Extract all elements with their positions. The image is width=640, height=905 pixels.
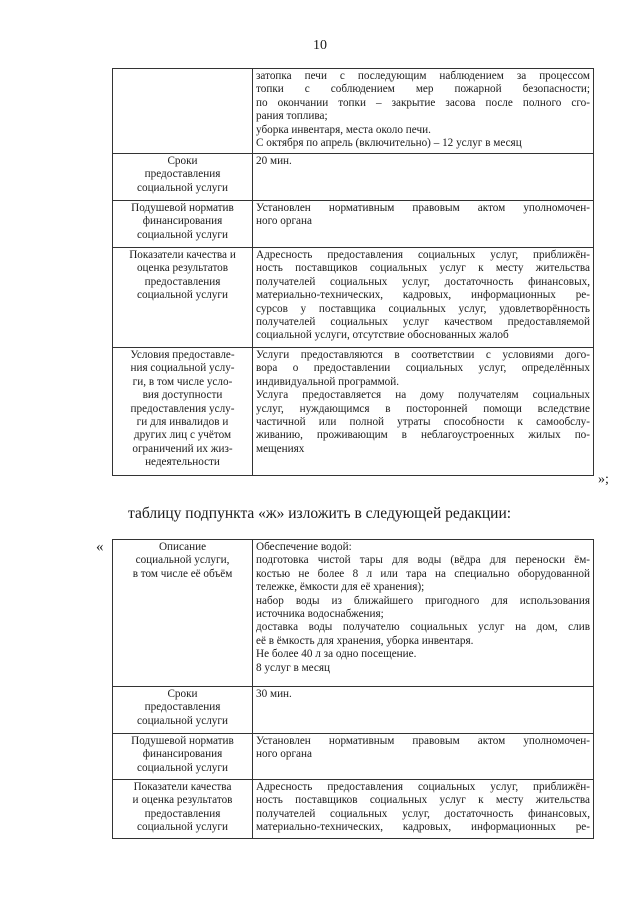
text-line: Сроки xyxy=(167,155,198,167)
text-line: социальной услуги xyxy=(137,761,228,774)
text-line: набор воды из ближайшего пригодного для использования xyxy=(256,594,590,607)
text-line: её в ёмкость для хранения, уборка инвентаря. xyxy=(256,634,474,647)
text-line: Подушевой норматив xyxy=(131,202,234,214)
text-line: затопка печи с последующим наблюдением за процессом xyxy=(256,70,590,82)
text-line: мещениях xyxy=(256,442,305,455)
text-line: 8 услуг в месяц xyxy=(256,661,331,674)
text-line: предоставления услу- xyxy=(130,402,235,415)
text-line: социальной услуги xyxy=(137,228,228,241)
text-line: ного органа xyxy=(256,215,312,228)
text-line: оценка результатов xyxy=(136,262,229,275)
text-line: Сроки xyxy=(167,688,198,700)
text-line: Не более 40 л за одно посещение. xyxy=(256,648,417,661)
text-line: уборка инвентаря, места около печи. xyxy=(256,123,431,136)
table-row-quality xyxy=(113,780,594,839)
text-line: Показатели качества xyxy=(133,781,232,793)
text-line: С октября по апрель (включительно) – 12 услуг в месяц xyxy=(256,137,522,150)
text-line: социальной услуги, отсутствие обоснованных жалоб xyxy=(256,329,509,342)
text-line: получателей социальных услуг, достаточность финансовых, xyxy=(256,807,590,820)
text-line: предоставления xyxy=(144,807,221,820)
text-line: живанию, проживающим в неблагоустроенных жилых по- xyxy=(256,429,590,442)
table-row-financing xyxy=(113,201,594,248)
text-line: рания топлива; xyxy=(256,110,328,123)
text-line: предоставления xyxy=(144,168,221,181)
row-label xyxy=(113,201,253,248)
text-line: Адресность предоставления социальных услуг, приближён- xyxy=(256,249,590,261)
text-line: источника водоснабжения; xyxy=(256,608,384,621)
text-line: недеятельности xyxy=(145,456,220,469)
text-line: подготовка чистой тары для воды (вёдра для переноски ём- xyxy=(256,554,590,567)
text-line: финансирования xyxy=(142,215,223,228)
amendment-instruction: таблицу подпункта «ж» изложить в следующей редакции: xyxy=(128,505,512,522)
text-line: ограничений их жиз- xyxy=(132,442,233,455)
text-line: 30 мин. xyxy=(256,688,292,700)
row-content xyxy=(253,687,594,734)
text-line: финансирования xyxy=(142,748,223,761)
row-label xyxy=(113,540,253,687)
text-line: Услуга предоставляется на дому получателям социальных xyxy=(256,389,590,402)
text-line: сурсов у поставщика социальных услуг, удовлетворённость xyxy=(256,302,590,315)
row-label xyxy=(113,248,253,348)
text-line: ги, в том числе усло- xyxy=(132,375,233,388)
row-content xyxy=(253,154,594,201)
table-row-conditions xyxy=(113,348,594,476)
row-content xyxy=(253,201,594,248)
services-table-new xyxy=(112,539,594,839)
row-label xyxy=(113,687,253,734)
text-line: ния социальной услу- xyxy=(130,362,235,375)
row-content xyxy=(253,248,594,348)
text-line: Адресность предоставления социальных услуг, приближён- xyxy=(256,781,590,793)
page-number: 10 xyxy=(313,38,327,53)
text-line: топки с соблюдением мер пожарной безопасности; xyxy=(256,83,590,96)
closing-quote-mark: »; xyxy=(598,472,609,487)
row-label-empty xyxy=(113,69,253,154)
text-line: предоставления xyxy=(144,275,221,288)
text-line: услуг, нуждающимся в посторонней помощи вследствие xyxy=(256,402,590,415)
text-line: Условия предоставле- xyxy=(130,349,235,361)
text-line: частичной или полной утраты способности к самообслу- xyxy=(256,416,590,429)
text-line: получателей социальных услуг качеством предоставляемой xyxy=(256,316,590,329)
opening-quote-mark: « xyxy=(96,539,104,555)
text-line: по окончании топки – закрытие засова после полного сго- xyxy=(256,96,590,109)
text-line: Установлен нормативным правовым актом уполномочен- xyxy=(256,202,590,214)
text-line: Установлен нормативным правовым актом уполномочен- xyxy=(256,735,590,747)
text-line: социальной услуги xyxy=(137,289,228,302)
row-label xyxy=(113,348,253,476)
row-content xyxy=(253,348,594,476)
text-line: тележке, ёмкости для её хранения); xyxy=(256,581,425,594)
text-line: материально-технических, кадровых, информационных ре- xyxy=(256,289,590,302)
services-table-continued xyxy=(112,68,594,476)
text-line: Описание xyxy=(158,541,207,553)
text-line: доставка воды получателю социальных услуг на дом, слив xyxy=(256,621,590,634)
text-line: ного органа xyxy=(256,748,312,761)
table-row-terms xyxy=(113,154,594,201)
table-row-terms xyxy=(113,687,594,734)
text-line: костью не более 8 л или тара на специально оборудованной xyxy=(256,567,590,580)
text-line: других лиц с учётом xyxy=(133,429,232,442)
text-line: Услуги предоставляются в соответствии с условиями дого- xyxy=(256,349,590,361)
table-row-description xyxy=(113,540,594,687)
text-line: социальной услуги, xyxy=(135,554,230,567)
text-line: материально-технических, кадровых, информационных ре- xyxy=(256,821,590,834)
row-content xyxy=(253,780,594,839)
row-label xyxy=(113,154,253,201)
text-line: вия доступности xyxy=(142,389,223,402)
text-line: социальной услуги xyxy=(137,714,228,727)
text-line: ность поставщиков социальных услуг к месту жительства xyxy=(256,262,590,275)
text-line: и оценка результатов xyxy=(132,794,233,807)
table-row-procedure-continued xyxy=(113,69,594,154)
text-line: получателей социальных услуг, достаточность финансовых, xyxy=(256,275,590,288)
row-content xyxy=(253,540,594,687)
text-line: в том числе её объём xyxy=(132,567,233,580)
text-line: социальной услуги xyxy=(137,821,228,834)
text-line: ги для инвалидов и xyxy=(136,416,229,429)
table-row-financing xyxy=(113,734,594,780)
table-row-quality xyxy=(113,248,594,348)
row-label xyxy=(113,734,253,780)
text-line: индивидуальной программой. xyxy=(256,375,400,388)
text-line: ность поставщиков социальных услуг к месту жительства xyxy=(256,794,590,807)
row-label xyxy=(113,780,253,839)
text-line: вора о предоставлении социальных услуг, определённых xyxy=(256,362,590,375)
row-content xyxy=(253,69,594,154)
text-line: Показатели качества и xyxy=(129,249,236,261)
text-line: предоставления xyxy=(144,701,221,714)
text-line: 20 мин. xyxy=(256,155,292,167)
text-line: социальной услуги xyxy=(137,181,228,194)
text-line: Подушевой норматив xyxy=(131,735,234,747)
row-content xyxy=(253,734,594,780)
text-line: Обеспечение водой: xyxy=(256,541,352,553)
